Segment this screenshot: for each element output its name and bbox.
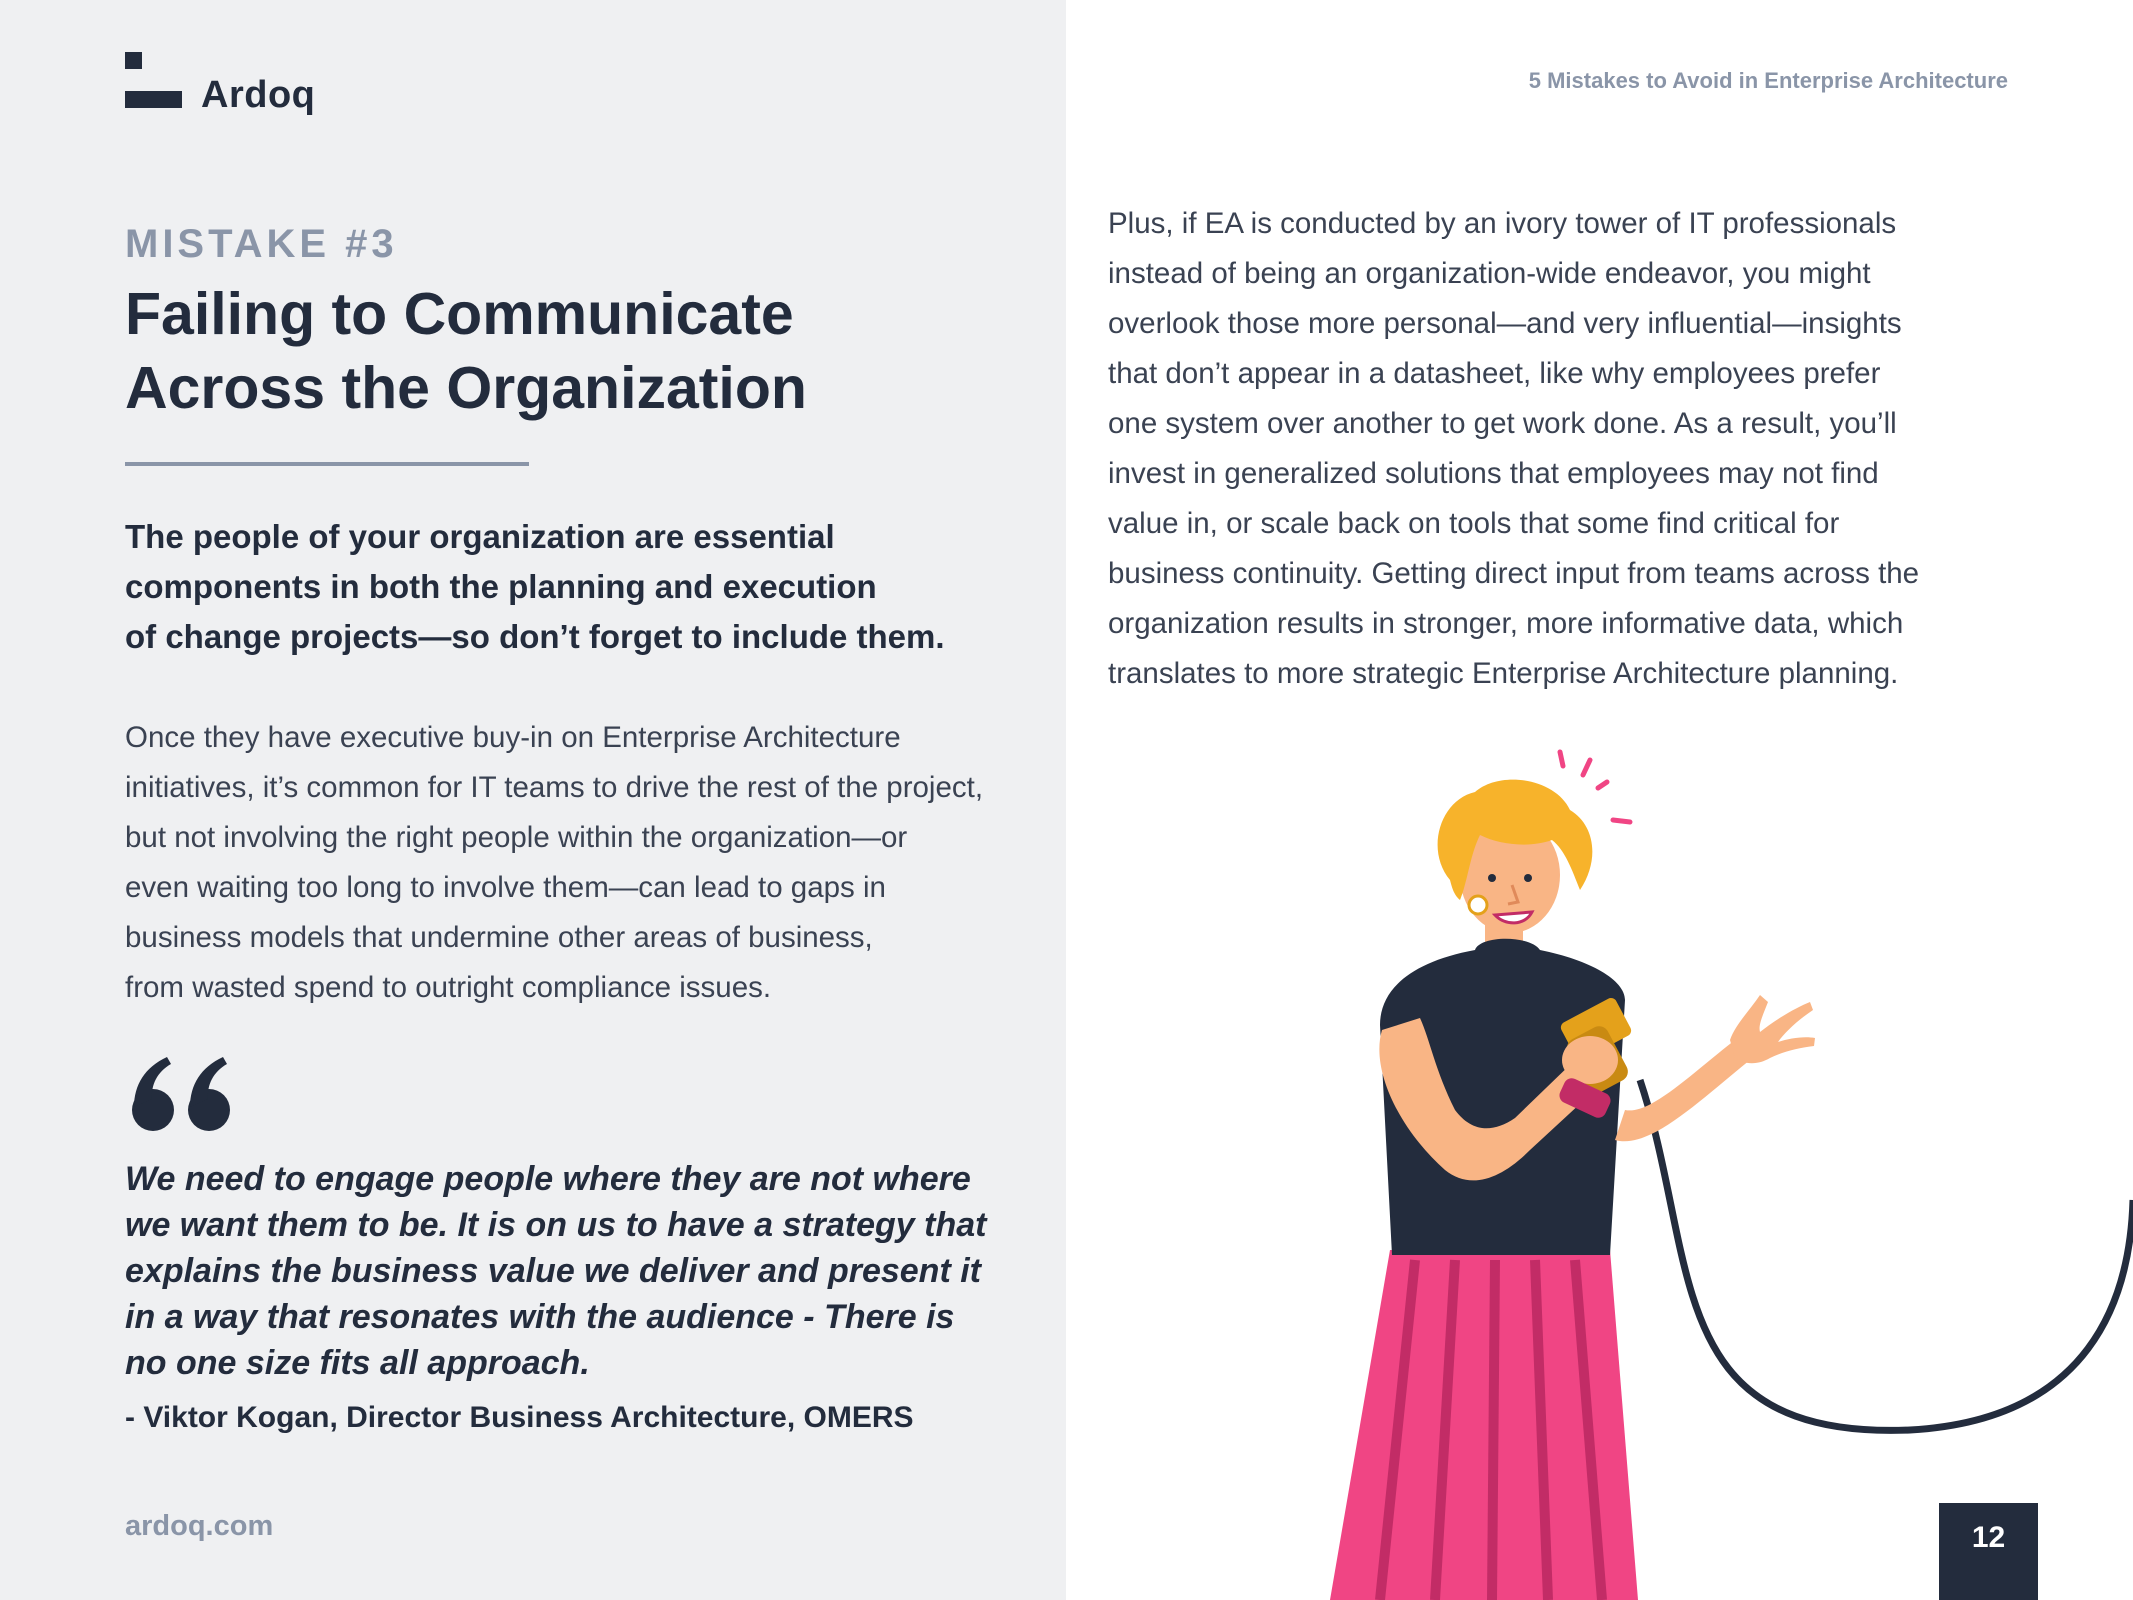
body-line: business continuity. Getting direct input from teams across the [1108,557,1920,590]
lead-line: components in both the planning and execution [125,568,877,605]
left-panel [0,0,1066,1600]
body-line: Once they have executive buy-in on Enterprise Architecture [125,721,901,754]
body-paragraph-left [125,713,1025,1013]
pull-quote [125,1156,1055,1386]
quote-line: in a way that resonates with the audience - There is [125,1298,955,1336]
earring [1469,896,1487,914]
quote-attribution: - Viktor Kogan, Director Business Architecture, OMERS [125,1401,914,1434]
right-arm [1615,1040,1750,1141]
body-line: value in, or scale back on tools that some find critical for [1108,507,1840,540]
body-paragraph-right [1108,199,2018,699]
quote-line: no one size fits all approach. [125,1344,590,1382]
logo-wordmark: Ardoq [201,74,316,116]
footer-link[interactable]: ardoq.com [125,1510,274,1542]
quote-line: We need to engage people where they are not where [125,1160,971,1198]
ardoq-logo[interactable] [125,50,345,120]
body-line: Plus, if EA is conducted by an ivory tower of IT professionals [1108,207,1897,240]
body-line: even waiting too long to involve them—can lead to gaps in [125,871,886,904]
body-line: overlook those more personal—and very influential—insights [1108,307,1902,340]
woman-with-microphone-illustration [1230,740,2133,1600]
body-line: one system over another to get work done. As a result, you’ll [1108,407,1897,440]
logo-square-icon [125,52,142,69]
body-line: business models that undermine other areas of business, [125,921,873,954]
lead-line: The people of your organization are essential [125,518,835,555]
raised-hand [1730,995,1815,1063]
body-line: initiatives, it’s common for IT teams to drive the rest of the project, [125,771,984,804]
title-divider [125,462,529,466]
mic-hand [1562,1036,1618,1084]
body-line: organization results in stronger, more informative data, which [1108,607,1904,640]
lead-paragraph [125,512,1025,662]
body-line: instead of being an organization-wide endeavor, you might [1108,257,1871,290]
body-line: invest in generalized solutions that employees may not find [1108,457,1879,490]
document-title: 5 Mistakes to Avoid in Enterprise Architecture [1528,68,2008,93]
lead-line: of change projects—so don’t forget to include them. [125,618,945,655]
quote-line: explains the business value we deliver and present it [125,1252,981,1290]
page-number: 12 [1971,1521,2006,1554]
title-line: Across the Organization [125,355,807,421]
mistake-label: MISTAKE #3 [125,222,398,266]
body-line: that don’t appear in a datasheet, like why employees prefer [1108,357,1881,390]
title-line: Failing to Communicate [125,281,794,347]
body-line: from wasted spend to outright compliance issues. [125,971,772,1004]
body-line: but not involving the right people within the organization—or [125,821,908,854]
microphone-cable [1640,1080,2133,1430]
body-line: translates to more strategic Enterprise Architecture planning. [1108,657,1899,690]
open-quote-icon [131,1055,235,1135]
page-title [125,277,1025,425]
logo-bar-icon [125,91,182,108]
quote-line: we want them to be. It is on us to have a strategy that [125,1206,987,1244]
page-number-badge [1939,1503,2038,1600]
